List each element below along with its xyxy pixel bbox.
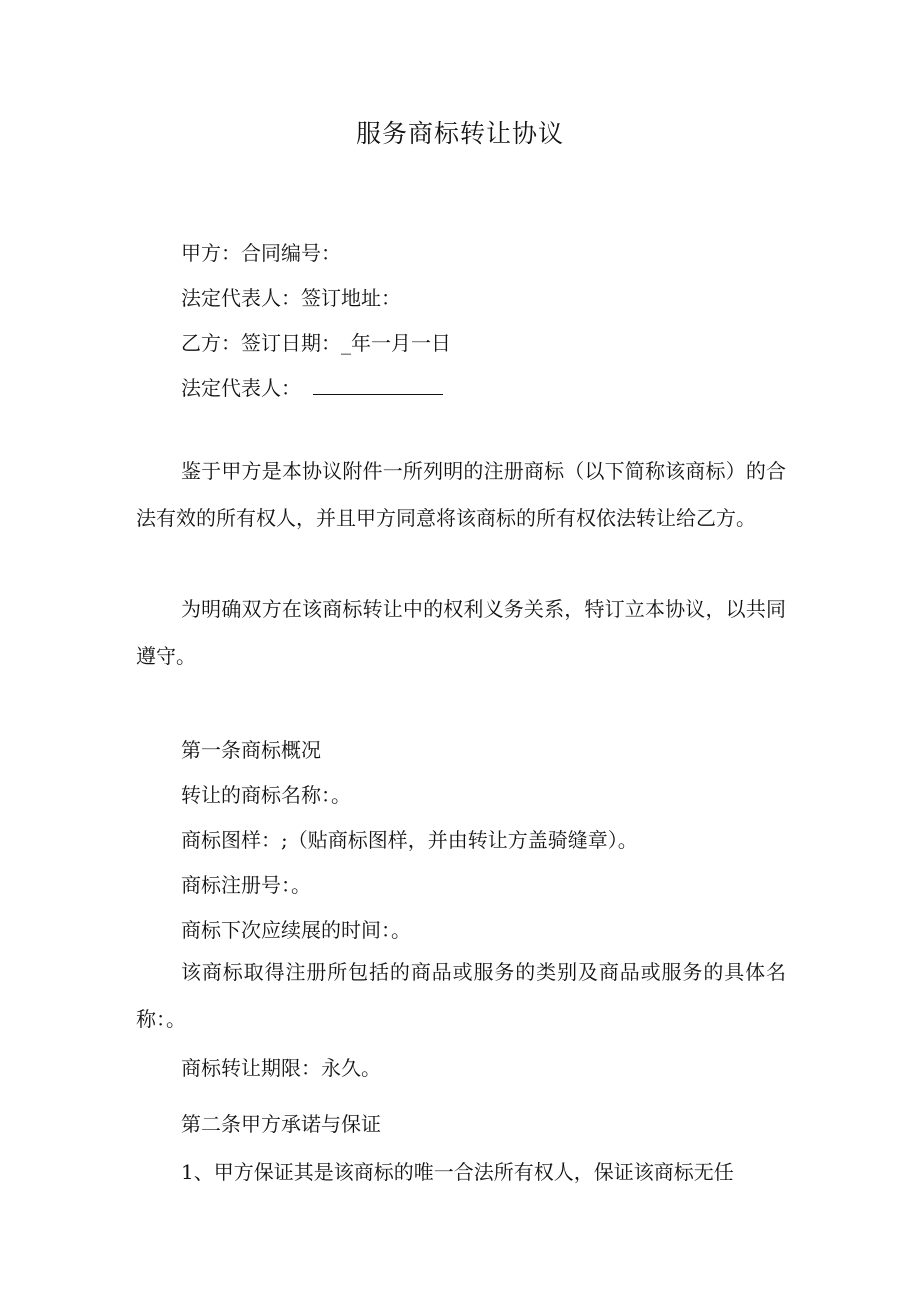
- document-title: 服务商标转让协议: [355, 119, 564, 148]
- intro-paragraph-1: 鉴于甲方是本协议附件一所列明的注册商标（以下简称该商标）的合法有效的所有权人，并且甲方同意将该商标的所有权依法转让给乙方。: [136, 459, 786, 530]
- article-2-heading: 第二条甲方承诺与保证: [181, 1112, 381, 1136]
- legal-rep-blank: [313, 376, 443, 395]
- article-2-item-1: 1、甲方保证其是该商标的唯一合法所有权人，保证该商标无任: [181, 1160, 734, 1184]
- legal-rep-line: [181, 372, 443, 401]
- trademark-name-line: 转让的商标名称：。: [181, 783, 351, 807]
- trademark-reg-no-line: 商标注册号：。: [181, 873, 311, 897]
- trademark-renewal-line: 商标下次应续展的时间：。: [181, 918, 411, 942]
- trademark-scope-paragraph: 该商标取得注册所包括的商品或服务的类别及商品或服务的具体名称：。: [136, 960, 786, 1031]
- article-1-heading: 第一条商标概况: [181, 738, 321, 762]
- party-a-contract-no: 甲方：合同编号：: [181, 241, 341, 265]
- intro-paragraph-2: 为明确双方在该商标转让中的权利义务关系，特订立本协议，以共同遵守。: [136, 597, 786, 668]
- legal-rep-label: 法定代表人：: [181, 376, 301, 400]
- trademark-pattern-line: 商标图样：;（贴商标图样，并由转让方盖骑缝章）。: [181, 828, 638, 852]
- transfer-term-line: 商标转让期限：永久。: [181, 1056, 381, 1080]
- legal-rep-sign-address: 法定代表人：签订地址：: [181, 286, 401, 310]
- party-b-sign-date: 乙方：签订日期：_年一月一日: [181, 331, 451, 355]
